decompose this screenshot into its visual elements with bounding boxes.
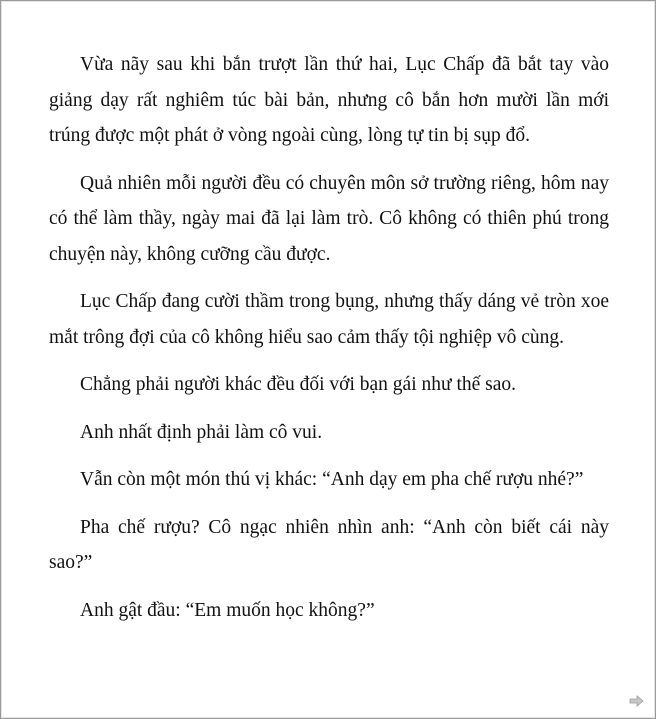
paragraph-8: Anh gật đầu: “Em muốn học không?” [80, 599, 375, 621]
document-body [49, 47, 609, 640]
arrow-right-icon[interactable] [629, 694, 645, 708]
paragraph-3: Lục Chấp đang cười thầm trong bụng, nhưng thấy dáng vẻ tròn xoe mắt trông đợi của cô không hiểu sao cảm thấy tội nghiệp vô cùng. [49, 291, 609, 348]
paragraph-7: Pha chế rượu? Cô ngạc nhiên nhìn anh: “Anh còn biết cái này sao?” [49, 516, 609, 573]
paragraph-2: Quả nhiên mỗi người đều có chuyên môn sở trường riêng, hôm nay có thể làm thầy, ngày mai đã lại làm trò. Cô không có thiên phú trong chuyện này, không cưỡng cầu được. [49, 172, 609, 265]
paragraph-1: Vừa nãy sau khi bắn trượt lần thứ hai, Lục Chấp đã bắt tay vào giảng dạy rất nghiêm túc bài bản, nhưng cô bắn hơn mười lần mới trúng được một phát ở vòng ngoài cùng, lòng tự tin bị sụp đổ. [49, 54, 609, 146]
paragraph-5: Anh nhất định phải làm cô vui. [80, 421, 323, 443]
paragraph-4: Chẳng phải người khác đều đối với bạn gái như thế sao. [80, 374, 517, 395]
paragraph-6: Vẫn còn một món thú vị khác: “Anh dạy em pha chế rượu nhé?” [80, 469, 584, 490]
